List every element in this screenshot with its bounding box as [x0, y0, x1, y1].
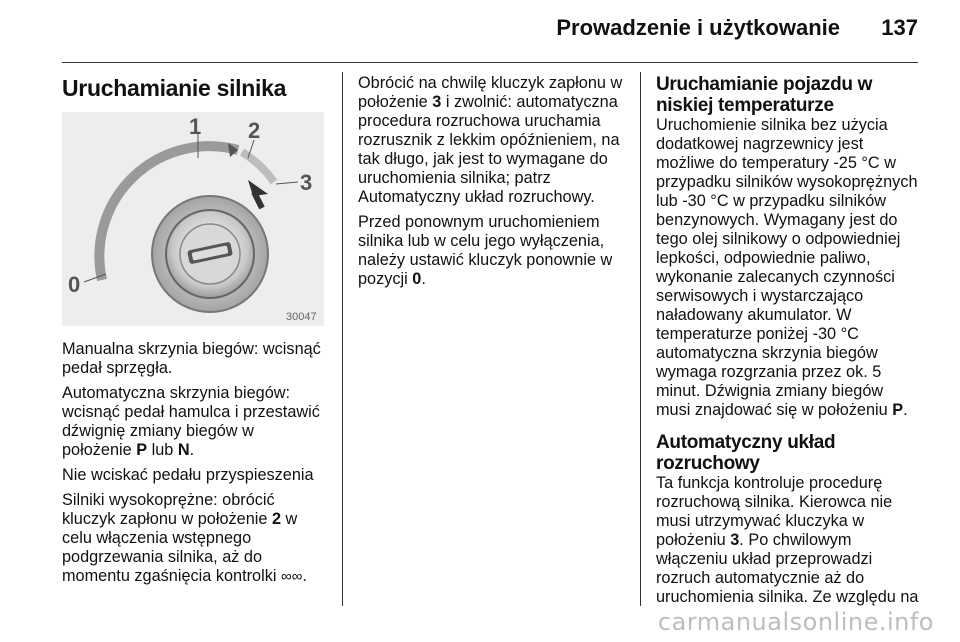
paragraph-automatic-gearbox: Automatyczna skrzynia biegów: wcisnąć pedał hamulca i przestawić dźwignię zmiany biegów w położenie P lub N. [62, 384, 320, 459]
header-rule [62, 62, 918, 63]
figure-code: 30047 [286, 311, 317, 323]
section-heading-engine-start: Uruchamianie silnika [62, 75, 287, 101]
paragraph-turn-key: Obrócić na chwilę kluczyk zapłonu w położenie 3 i zwolnić: automatyczna procedura rozruchowa uruchamia rozrusznik z lekkim opóźnieniem, na tak długo, jak jest to wymagane do uruchomienia silnika; patrz Automatyczny układ rozruchowy. [358, 74, 623, 206]
section-heading-cold-start: Uruchamianie pojazdu w niskiej temperaturze [656, 74, 873, 116]
section-heading-auto-start: Automatyczny układ rozruchowy [656, 432, 836, 474]
column-divider-2 [640, 72, 641, 606]
page-header [62, 0, 918, 50]
leader-3 [276, 182, 298, 184]
glow-plug-icon: ∞∞ [281, 568, 303, 585]
column-2 [358, 74, 626, 295]
figure-label-3: 3 [300, 170, 313, 195]
column-divider-1 [342, 72, 343, 606]
paragraph-diesel: Silniki wysokoprężne: obrócić kluczyk zapłonu w położenie 2 w celu włączenia wstępnego podgrzewania silnika, aż do momentu zgaśnięcia kontrolki ∞∞. [62, 491, 307, 585]
ignition-diagram [62, 112, 324, 326]
watermark: carmanualsonline.info [657, 608, 934, 636]
header-title: Prowadzenie i użytkowanie [556, 15, 840, 40]
page-number: 137 [881, 15, 918, 40]
figure-label-2: 2 [248, 118, 261, 143]
paragraph-auto-start: Ta funkcja kontroluje procedurę rozruchową silnika. Kierowca nie musi utrzymywać kluczyka w położeniu 3. Po chwilowym włączeniu układ przeprowadzi rozruch automatycznie aż do uruchomienia silnika. Ze względu na [656, 474, 919, 606]
paragraph-accelerator: Nie wciskać pedału przyspieszenia [62, 466, 314, 484]
column-1-text [62, 340, 328, 592]
position-arc-1-3 [242, 152, 274, 182]
paragraph-manual-gearbox: Manualna skrzynia biegów: wcisnąć pedał sprzęgła. [62, 340, 321, 377]
figure-label-1: 1 [189, 114, 202, 139]
paragraph-restart: Przed ponownym uruchomieniem silnika lub w celu jego wyłączenia, należy ustawić kluczyk ponownie w pozycji 0. [358, 213, 613, 288]
figure-label-0: 0 [68, 272, 81, 297]
paragraph-cold-start: Uruchomienie silnika bez użycia dodatkowej nagrzewnicy jest możliwe do temperatury -25 °C w przypadku silników wysokoprężnych lub -30 °C w przypadku silników benzynowych. Wymagany jest do tego olej silnikowy o odpowiedniej lepkości, odpowiednie paliwo, wykonanie zalecanych czynności serwisowych i wystarczająco naładowany akumulator. W temperaturze poniżej -30 °C automatyczna skrzynia biegów wymaga rozgrzania przez ok. 5 minut. Dźwignia zmiany biegów musi znajdować się w położeniu P. [656, 116, 918, 419]
ignition-figure [62, 112, 324, 326]
column-3 [656, 74, 922, 613]
column-1 [62, 74, 328, 102]
